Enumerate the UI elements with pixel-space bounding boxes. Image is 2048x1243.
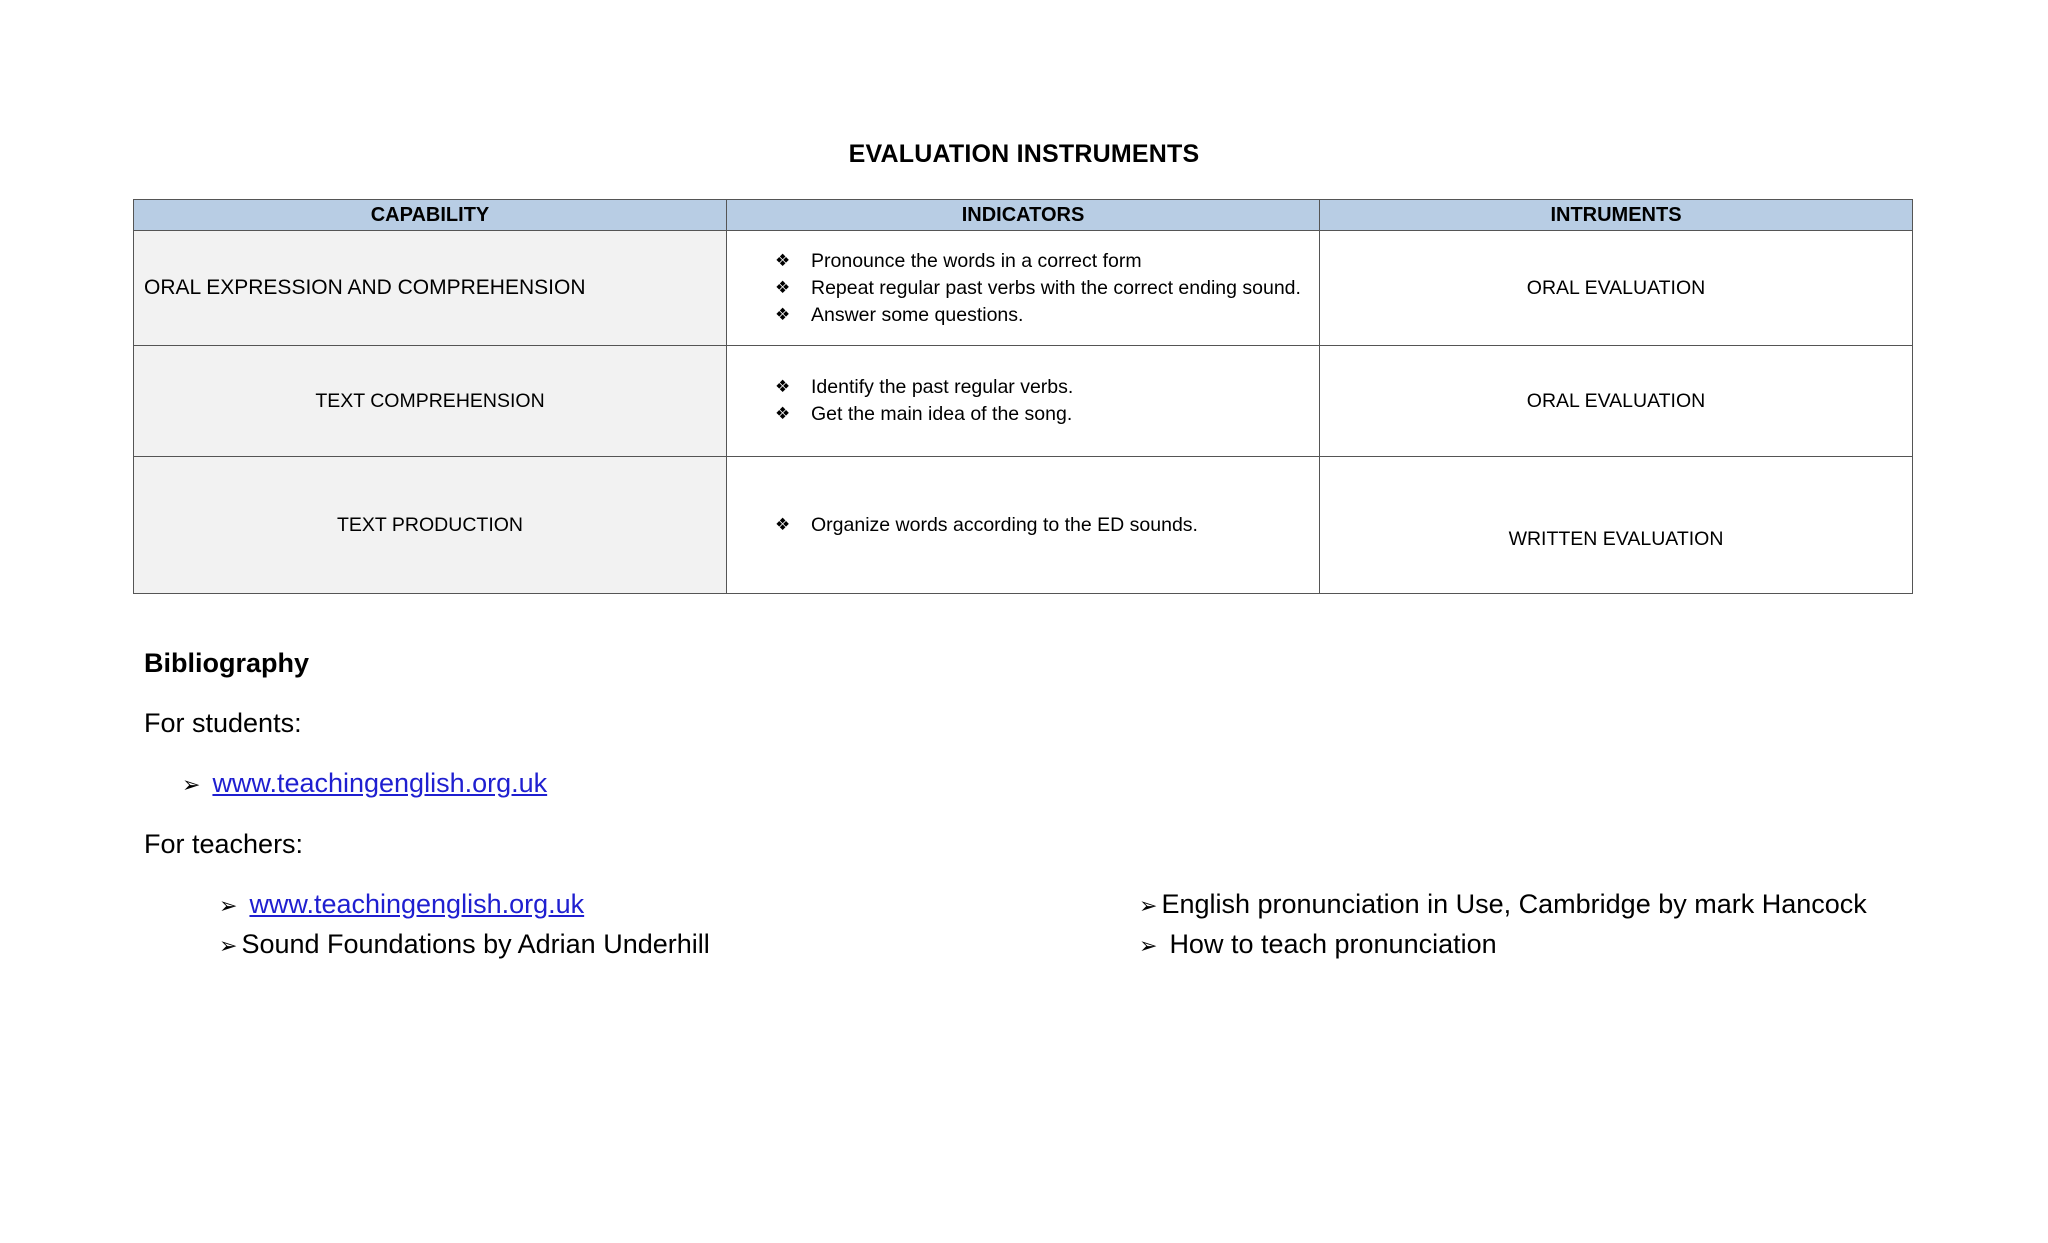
list-item [1139,929,1497,960]
list-item [775,248,1319,275]
evaluation-table [133,199,1913,594]
teachers-link[interactable]: www.teachingenglish.org.uk [249,889,585,919]
bibliography-heading: Bibliography [144,648,310,678]
arrowhead-bullet-icon: ➢ [1139,934,1158,959]
capability-cell: TEXT PRODUCTION [134,457,727,594]
table-row [134,457,1913,594]
diamond-bullet-icon: ❖ [775,277,791,298]
list-item [775,275,1319,302]
indicator-text: Identify the past regular verbs. [811,376,1074,398]
list-item [775,374,1319,401]
list-item [219,929,710,960]
table-row [134,346,1913,457]
reference-text: Sound Foundations by Adrian Underhill [241,929,710,959]
diamond-bullet-icon: ❖ [775,377,791,397]
indicators-cell [727,457,1320,594]
arrowhead-bullet-icon: ➢ [1139,894,1158,919]
indicator-list [727,512,1319,539]
list-item [1139,889,1867,920]
diamond-bullet-icon: ❖ [775,514,791,535]
indicators-cell [727,346,1320,457]
arrowhead-bullet-icon: ➢ [182,773,201,798]
list-item [775,512,1319,539]
teachers-heading: For teachers: [144,829,304,859]
list-item [219,889,584,920]
indicator-text: Repeat regular past verbs with the correct ending sound. [811,276,1301,299]
header-indicators: INDICATORS [727,200,1320,231]
capability-cell: TEXT COMPREHENSION [134,346,727,457]
indicator-text: Pronounce the words in a correct form [811,249,1142,272]
students-link[interactable]: www.teachingenglish.org.uk [212,768,548,798]
table-header-row [134,200,1913,231]
header-instruments: INTRUMENTS [1320,200,1913,231]
diamond-bullet-icon: ❖ [775,304,791,325]
diamond-bullet-icon: ❖ [775,250,791,271]
capability-cell: ORAL EXPRESSION AND COMPREHENSION [134,231,727,346]
instrument-cell [1320,457,1913,594]
indicators-cell [727,231,1320,346]
students-heading: For students: [144,708,302,738]
reference-text: How to teach pronunciation [1169,929,1497,959]
page-title: EVALUATION INSTRUMENTS [848,140,1200,168]
list-item [775,401,1319,428]
reference-text: English pronunciation in Use, Cambridge by mark Hancock [1161,889,1867,919]
diamond-bullet-icon: ❖ [775,404,791,424]
instrument-text: ORAL EVALUATION [1526,389,1706,412]
indicator-text: Get the main idea of the song. [811,403,1073,425]
indicator-list [727,248,1319,329]
indicator-text: Answer some questions. [811,303,1024,326]
indicator-text: Organize words according to the ED sounds. [811,513,1198,536]
arrowhead-bullet-icon: ➢ [219,894,238,919]
instrument-text: ORAL EVALUATION [1526,276,1706,299]
indicator-list [727,374,1319,428]
instrument-cell [1320,231,1913,346]
list-item [182,768,547,799]
instrument-cell [1320,346,1913,457]
list-item [775,302,1319,329]
instrument-text: WRITTEN EVALUATION [1508,527,1724,550]
table-row [134,231,1913,346]
arrowhead-bullet-icon: ➢ [219,934,238,959]
header-capability: CAPABILITY [134,200,727,231]
